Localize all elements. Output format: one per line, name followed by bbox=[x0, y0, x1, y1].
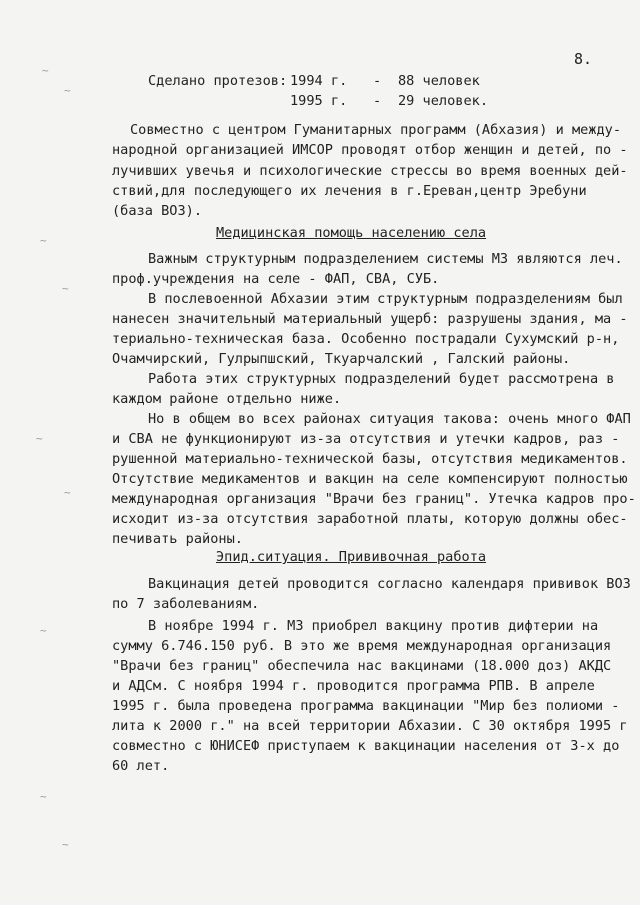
paragraph-line: Работа этих структурных подразделений будет рассмотрена в bbox=[148, 371, 615, 387]
paragraph-line: и АДСм. С ноября 1994 г. проводится программа РПВ. В апреле bbox=[112, 678, 595, 694]
protheses-dash: - bbox=[373, 93, 382, 109]
scan-mark: ~ bbox=[42, 64, 49, 77]
scan-mark: ~ bbox=[40, 234, 47, 247]
paragraph-line: Совместно с центром Гуманитарных программ (Абхазия) и между- bbox=[130, 122, 622, 138]
paragraph-line: печивать районы. bbox=[112, 531, 243, 547]
paragraph-line: В послевоенной Абхазии этим структурным подразделениям был bbox=[148, 291, 623, 307]
paragraph-line: Важным структурным подразделением системы МЗ являются леч. bbox=[148, 251, 623, 267]
scan-mark: ~ bbox=[62, 282, 69, 295]
paragraph-line: Но в общем во всех районах ситуация такова: очень много ФАП bbox=[148, 411, 631, 427]
paragraph-line: лита к 2000 г." на всей территории Абхазии. С 30 октября 1995 г bbox=[112, 718, 628, 734]
scan-mark: ~ bbox=[64, 486, 71, 499]
protheses-year-1994: 1994 г. bbox=[290, 73, 348, 89]
paragraph-line: каждом районе отдельно ниже. bbox=[112, 391, 342, 407]
paragraph-line: сумму 6.746.150 руб. В это же время международная организация bbox=[112, 638, 612, 654]
paragraph-line: Очамчирский, Гулрыпшский, Ткуарчалский , Галский районы. bbox=[112, 351, 571, 367]
section-heading: Медицинская помощь населению села bbox=[216, 225, 487, 241]
paragraph-line: международная организация "Врачи без границ". Утечка кадров про- bbox=[112, 491, 636, 507]
paragraph-line: совместно с ЮНИСЕФ приступаем к вакцинации населения от 3-х до bbox=[112, 738, 620, 754]
paragraph-line: рушенной материально-технической базы, отсутствия медикаментов. bbox=[112, 451, 628, 467]
paragraph-line: ствий,для последующего их лечения в г.Ереван,центр Эребуни bbox=[112, 183, 587, 199]
paragraph-line: В ноябре 1994 г. МЗ приобрел вакцину против дифтерии на bbox=[148, 618, 599, 634]
page-number: 8. bbox=[574, 50, 593, 68]
protheses-label: Сделано протезов: bbox=[148, 73, 288, 89]
paragraph-line: нанесен значительный материальный ущерб: разрушены здания, ма - bbox=[112, 311, 628, 327]
scan-mark: ~ bbox=[36, 432, 43, 445]
scan-mark: ~ bbox=[40, 790, 47, 803]
protheses-value-1995: 29 человек. bbox=[398, 93, 489, 109]
paragraph-line: 60 лет. bbox=[112, 758, 170, 774]
protheses-dash: - bbox=[373, 73, 382, 89]
paragraph-line: "Врачи без границ" обеспечила нас вакцинами (18.000 доз) АКДС bbox=[112, 658, 612, 674]
section-heading: Эпид.ситуация. Прививочная работа bbox=[216, 549, 487, 565]
paragraph-line: Отсутствие медикаментов и вакцин на селе компенсируют полностью bbox=[112, 471, 628, 487]
paragraph-line: териально-техническая база. Особенно пострадали Сухумский р-н, bbox=[112, 331, 620, 347]
paragraph-line: Вакцинация детей проводится согласно календаря прививок ВОЗ bbox=[148, 576, 631, 592]
paragraph-line: исходит из-за отсутствия заработной платы, которую должны обес- bbox=[112, 511, 628, 527]
paragraph-line: проф.учреждения на селе - ФАП, СВА, СУБ. bbox=[112, 271, 440, 287]
paragraph-line: (база ВОЗ). bbox=[112, 203, 203, 219]
scan-mark: ~ bbox=[62, 838, 69, 851]
paragraph-line: 1995 г. была проведена программа вакцинации "Мир без полиоми - bbox=[112, 698, 620, 714]
protheses-value-1994: 88 человек bbox=[398, 73, 480, 89]
paragraph-line: и СВА не функционируют из-за отсутствия и утечки кадров, раз - bbox=[112, 431, 620, 447]
paragraph-line: по 7 заболеваниям. bbox=[112, 596, 260, 612]
paragraph-line: народной организацией ИМСОР проводят отбор женщин и детей, по - bbox=[112, 142, 628, 158]
paragraph-line: лучивших увечья и психологические стрессы во время военных дей- bbox=[112, 163, 628, 179]
protheses-year-1995: 1995 г. bbox=[290, 93, 348, 109]
scan-mark: ~ bbox=[64, 84, 71, 97]
scan-mark: ~ bbox=[40, 624, 47, 637]
